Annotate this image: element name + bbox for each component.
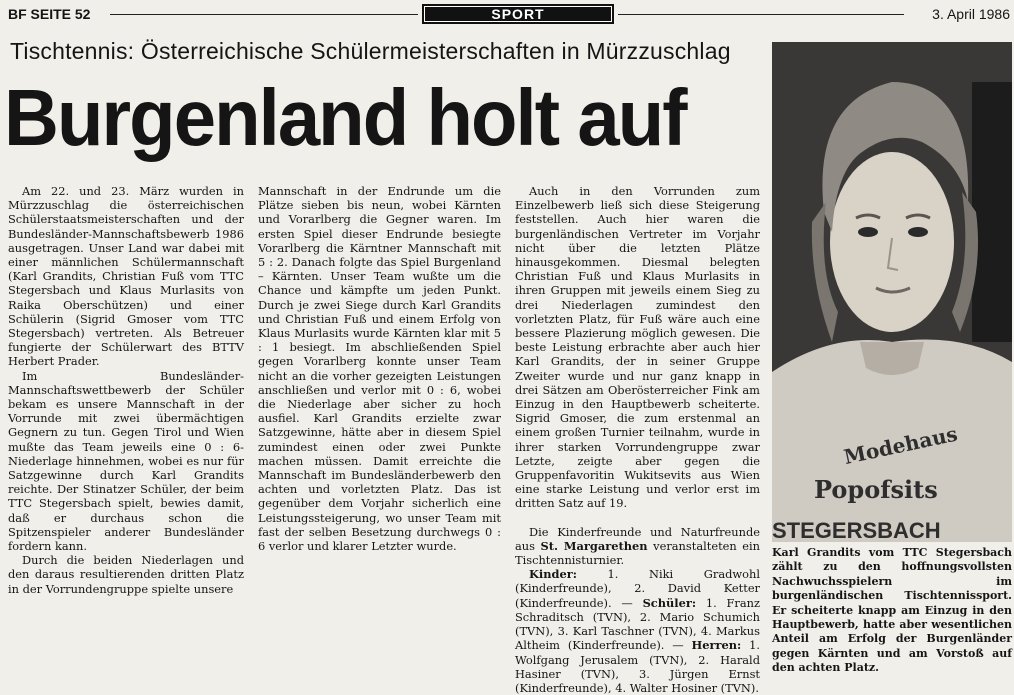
headline: Burgenland holt auf: [4, 73, 686, 162]
photo-caption: Karl Grandits vom TTC Stegersbach zählt zu den hoffnungsvollsten Nachwuchsspielern im burgenländischen Tischtennissport. Er scheiterte knapp am Einzug in den Hauptbewerb, hatte aber wesentlichen Anteil am Erfolg der Burgenländer gegen Kärnten und am Vorstoß auf den achten Platz.: [772, 546, 1012, 675]
results-paragraph: [515, 567, 760, 695]
shirt-text-3: STEGERSBACH: [772, 518, 941, 542]
paragraph-2: Im Bundesländer-Mannschaftswettbewerb der Schüler bekam es unsere Mannschaft in der Vorrunde mit zwei übermächtigen Gegnern zu tun. Gegen Tirol und Wien mußte das Team jeweils eine 0 : 6-Niederlage hinnehmen, wobei es nur für Satzgewinne durch Karl Grandits reichte. Der Stinatzer Schüler, der beim TTC Stegersbach spielt, bewies damit, daß er durchaus schon die Spitzenspieler anderer Bundesländer fordern kann.: [8, 368, 244, 554]
portrait-illustration: [772, 42, 1012, 542]
article-column-3: [515, 184, 760, 695]
kinder-label: Kinder:: [529, 567, 577, 582]
issue-date: 3. April 1986: [932, 6, 1010, 22]
paragraph-1: Am 22. und 23. März wurden in Mürzzuschlag die österreichischen Schülerstaatsmeisterschaften und der Bundesländer-Mannschaftsbewerb 1986 ausgetragen. Unser Land war dabei mit einer männlichen Schülermannschaft (Karl Grandits, Christian Fuß vom TTC Stegersbach und Klaus Murlasits von Raika Oberschützen) und einer Schülerin (Sigrid Gmoser vom TTC Stegersbach) vertreten. Als Betreuer fungierte der Schülerwart des BTTV Herbert Prader.: [8, 184, 244, 369]
schueler-results: 1. Franz Schraditsch (TVN), 2. Mario Schumich (TVN), 3. Karl Taschner (TVN), 4. Markus Altheim (Kinderfreunde). —: [515, 595, 761, 653]
paragraph-3-continued-text: Mannschaft in der Endrunde um die Plätze sieben bis neun, wobei Kärnten und Vorarlberg die Gegner waren. Im ersten Spiel dieser Endrunde besiegte Vorarlberg die Kärntner Mannschaft mit 5 : 2. Danach folgte das Spiel Burgenland – Kärnten. Unser Team wußte um die Chance und kämpfte um jeden Punkt. Durch je zwei Siege durch Karl Grandits und Christian Fuß und einem Erfolg von Klaus Murlasits wurde Kärnten klar mit 5 : 1 besiegt. Im abschließenden Spiel gegen Vorarlberg konnte unser Team nicht an die vorher gezeigten Leistungen anschließen und verlor mit 0 : 6, wobei die Niederlage aber sicher zu hoch ausfiel. Karl Grandits erzielte zwar Satzgewinne, hätte aber in diesem Spiel zumindest einen oder zwei Punkte machen müssen. Damit erreichte die Mannschaft im Bundesländerbewerb den achten und vorletzten Platz. Das ist gegenüber dem Vorjahr sicherlich eine Leistungssteigerung, wo unser Team mit fast der selben Besetzung durchwegs 0 : 6 verlor und klarer Letzter wurde.: [258, 184, 501, 554]
header-rule-left: [110, 14, 418, 15]
kinder-results: 1. Niki Gradwohl (Kinderfreunde), 2. David Ketter (Kinderfreunde). —: [515, 567, 760, 610]
paragraph-3-text: Durch die beiden Niederlagen und den daraus resultierenden dritten Platz in der Vorrundengruppe spielte unsere: [8, 553, 244, 596]
herren-label: Herren:: [691, 638, 742, 653]
kicker: Tischtennis: Österreichische Schülermeisterschaften in Mürzzuschlag: [10, 38, 731, 64]
shirt-text-1: Modehaus: [841, 421, 960, 470]
paragraph-3: [8, 553, 244, 596]
header-rule-right: [618, 14, 904, 15]
paragraph-5: [515, 525, 760, 568]
schueler-label: Schüler:: [642, 595, 697, 610]
article-column-1: [8, 184, 244, 596]
paragraph-3-continued: [258, 184, 501, 553]
paragraph-4: Auch in den Vorrunden zum Einzelbewerb ließ sich diese Steigerung feststellen. Auch hier waren die burgenländischen Vertreter im Vorjahr nicht über die letzten Plätze hinausgekommen. Diesmal belegten Christian Fuß und Klaus Murlasits in ihren Gruppen mit jeweils einem Sieg zu drei Niederlagen zumindest den vorletzten Platz, für Fuß wäre auch eine bessere Plazierung möglich gewesen. Die beste Leistung erbrachte aber auch hier Karl Grandits, der in seiner Gruppe Zweiter wurde und nur ganz knapp in drei Sätzen am Oberösterreicher Fink am Einzug in den Hauptbewerb scheiterte. Sigrid Gmoser, die zum erstenmal an einem großen Turnier teilnahm, wurde in ihrer starken Vorrundengruppe zwar Letzte, zeigte aber gegen die Gruppenfavoritin Wukitsevits aus Wien eine starke Leistung und verlor erst im dritten Satz auf 19.: [515, 184, 760, 511]
paragraph-5-start: Die Kinderfreunde und Naturfreunde aus: [515, 524, 760, 553]
herren-results: 1. Wolfgang Jerusalem (TVN), 2. Harald Hasiner (TVN), 3. Jürgen Ernst (Kinderfreunde), 4. Walter Hosiner (TVN).: [515, 638, 760, 695]
venue-name: St. Margarethen: [540, 538, 648, 553]
paragraph-5-end: veranstalteten ein Tischtennisturnier.: [515, 538, 761, 568]
section-label: SPORT: [422, 4, 614, 24]
shirt-text-2: Popofsits: [814, 475, 938, 504]
article-column-2: [258, 184, 501, 553]
page-label: BF SEITE 52: [8, 6, 91, 22]
player-photo: [772, 42, 1012, 542]
